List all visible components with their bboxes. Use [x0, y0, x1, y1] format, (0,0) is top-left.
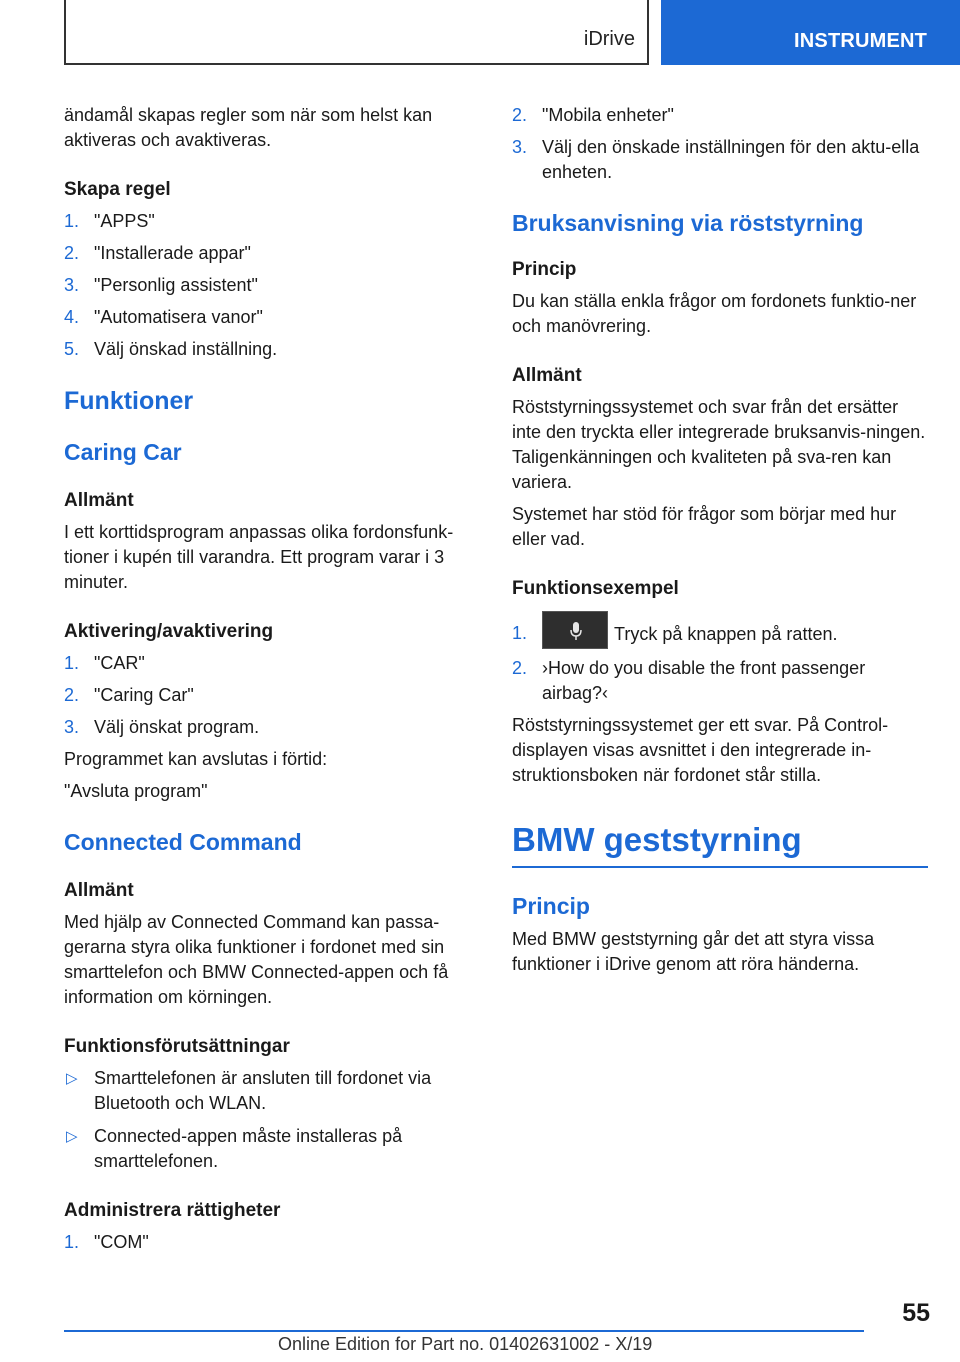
rights-steps: [64, 1230, 480, 1255]
list-item: ▷ Connected-appen måste installeras på smarttelefonen.: [66, 1126, 403, 1171]
gesture-principle-heading: Princip: [512, 893, 590, 919]
create-rule-title: Skapa regel: [64, 179, 171, 200]
footer-edition: Online Edition for Part no. 01402631002 - X/19: [278, 1334, 653, 1354]
voice-general-text: Röststyrningssystemet och svar från det ersätter inte den tryckta eller integrerade bruksanvis-ningen. Taligenkänningen och kvaliteten på sva-ren kan variera.: [512, 397, 926, 492]
step-number: 2.: [512, 658, 528, 678]
header-chapter-label: INSTRUMENT: [794, 30, 928, 52]
example-steps: [512, 621, 928, 706]
page-number: 55: [902, 1299, 930, 1327]
step-number: 1.: [512, 623, 528, 643]
create-rule-steps: [64, 209, 480, 362]
list-item: 5. Välj önskad inställning.: [64, 337, 480, 362]
step-number: 2.: [64, 243, 80, 263]
microphone-icon: [570, 622, 582, 640]
list-item: 2. ›How do you disable the front passenger airbag?‹: [512, 658, 866, 703]
header-chapter-tab: [661, 0, 960, 65]
step-number: 1.: [64, 653, 80, 673]
step-number: 1.: [64, 1232, 80, 1252]
activation-steps: [64, 651, 480, 740]
triangle-bullet-icon: ▷: [66, 1128, 78, 1145]
footer-rule: [64, 1330, 864, 1332]
step-number: 5.: [64, 339, 80, 359]
triangle-bullet-icon: ▷: [66, 1070, 78, 1087]
gesture-heading: BMW geststyrning: [512, 821, 802, 858]
list-item: 2. "Caring Car": [64, 683, 480, 708]
heading-rule: [512, 866, 928, 868]
right-column: [512, 103, 928, 977]
connected-command-heading: Connected Command: [64, 829, 302, 855]
list-item: 3. "Personlig assistent": [64, 273, 480, 298]
header-section-label: iDrive: [583, 28, 635, 50]
example-title: Funktionsexempel: [512, 578, 679, 599]
voice-manual-heading: Bruksanvisning via röststyrning: [512, 210, 864, 236]
voice-result-text: Röststyrningssystemet ger ett svar. På Control-displayen visas avsnittet i den integrerade in-struktionsboken när fordonet står stilla.: [512, 715, 889, 785]
list-item: 3. Välj önskat program.: [64, 715, 480, 740]
list-item: 2. "Installerade appar": [64, 241, 480, 266]
step-number: 3.: [64, 275, 80, 295]
voice-button-image: [542, 611, 608, 649]
step-number: 3.: [64, 717, 80, 737]
header-section-box: [64, 0, 649, 65]
list-item: 2. "Mobila enheter": [512, 103, 928, 128]
step-number: 3.: [512, 137, 528, 157]
end-program-text: Programmet kan avslutas i förtid:: [64, 749, 328, 769]
list-item: 1. Tryck på knappen på ratten.: [512, 621, 928, 649]
rights-title: Administrera rättigheter: [64, 1200, 281, 1221]
voice-general-title: Allmänt: [512, 365, 582, 386]
requirements-list: [64, 1066, 480, 1174]
list-item: 4. "Automatisera vanor": [64, 305, 480, 330]
step-number: 1.: [64, 211, 80, 231]
end-program-option: "Avsluta program": [64, 781, 208, 801]
connected-command-general-text: Med hjälp av Connected Command kan passa-gerarna styra olika funktioner i fordonet med sin smarttelefon och BMW Connected-appen och få information om körningen.: [64, 912, 449, 1007]
list-item: 1. "CAR": [64, 651, 480, 676]
list-item: 3. Välj den önskade inställningen för den aktu-ella enheten.: [512, 137, 920, 182]
caring-car-general-text: I ett korttidsprogram anpassas olika fordonsfunk-tioner i kupén till varandra. Ett program varar i 3 minuter.: [64, 522, 454, 592]
step-number: 2.: [512, 105, 528, 125]
intro-text: ändamål skapas regler som när som helst kan aktiveras och avaktiveras.: [64, 105, 433, 150]
step-number: 2.: [64, 685, 80, 705]
voice-principle-title: Princip: [512, 259, 577, 280]
requirements-title: Funktionsförutsättningar: [64, 1036, 290, 1057]
activation-title: Aktivering/avaktivering: [64, 621, 274, 642]
caring-car-general-title: Allmänt: [64, 490, 134, 511]
list-item: 1. "COM": [64, 1230, 480, 1255]
voice-principle-text: Du kan ställa enkla frågor om fordonets funktio-ner och manövrering.: [512, 291, 917, 336]
caring-car-heading: Caring Car: [64, 439, 182, 465]
list-item: ▷ Smarttelefonen är ansluten till fordonet via Bluetooth och WLAN.: [66, 1068, 432, 1113]
voice-general-text-2: Systemet har stöd för frågor som börjar med hur eller vad.: [512, 504, 897, 549]
rights-steps-continued: [512, 103, 928, 185]
left-column: [64, 103, 480, 1255]
gesture-principle-text: Med BMW geststyrning går det att styra vissa funktioner i iDrive genom att röra händerna.: [512, 929, 875, 974]
functions-heading: Funktioner: [64, 387, 194, 415]
step-number: 4.: [64, 307, 80, 327]
list-item: 1. "APPS": [64, 209, 480, 234]
connected-command-general-title: Allmänt: [64, 880, 134, 901]
